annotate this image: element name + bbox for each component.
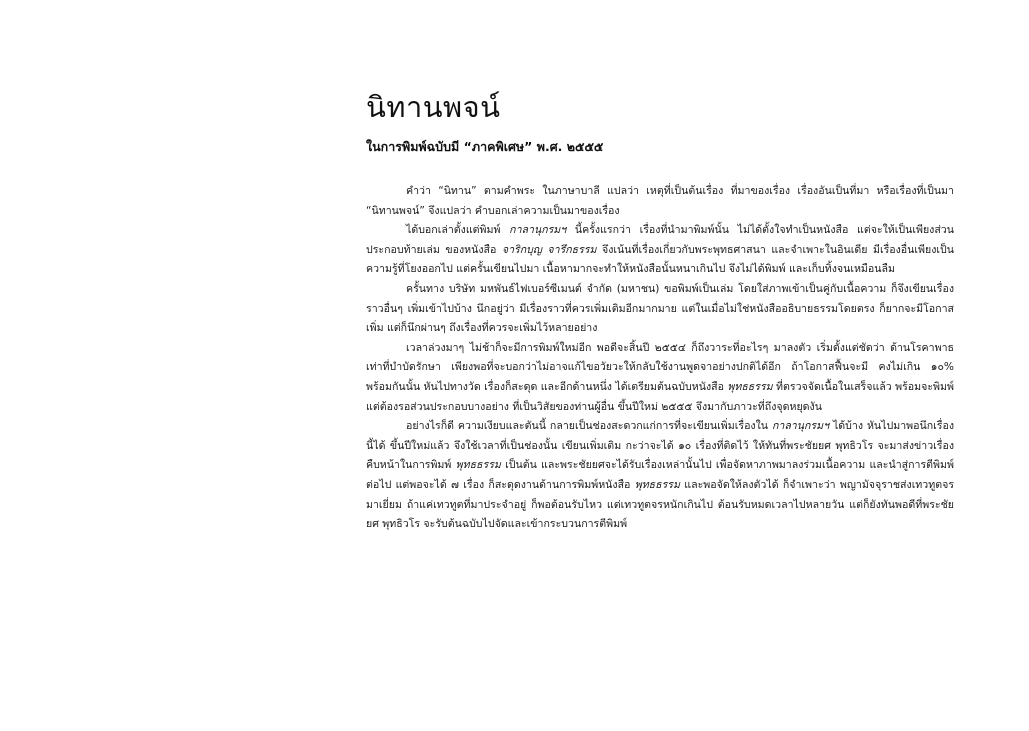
italic-title-segment: จาริกบุญ จารึกธรรม bbox=[501, 243, 597, 256]
paragraph-2 bbox=[366, 221, 954, 280]
italic-title-segment: พุทธธรรม bbox=[727, 380, 773, 393]
document-content bbox=[366, 88, 954, 535]
italic-title-segment: กาลานุกรมฯ bbox=[771, 420, 830, 433]
text-segment: จึงเน้นที่เรื่องเกี่ยวกับพระพุทธศาสนา และจำเพาะในอินเดีย มีเรื่องอื่นเพียงเป็นความรู้ที่โยงออกไป แต่ครั้นเขียนไปมา เนื้อหามากจะทำให้หนังสือนั้นหนาเกินไป จึงไม่ได้พิมพ์ และเก็บทิ้งจนเหมือนลืม bbox=[366, 243, 954, 276]
body-text bbox=[366, 182, 954, 535]
italic-title-segment: พุทธธรรม bbox=[455, 459, 501, 472]
text-segment: ที่ตรวจจัดเนื้อในเสร็จแล้ว พร้อมจะพิมพ์ แต่ต้องรอส่วนประกอบบางอย่าง ที่เป็นวิสัยของท่านผู้อื่น ขึ้นปีใหม่ ๒๕๕๕ จึงมากับภาวะที่ถึงจุดหยุดงัน bbox=[366, 380, 954, 413]
italic-title-segment: พุทธธรรม bbox=[634, 478, 680, 491]
text-segment: เป็นต้น และพระชัยยศจะได้รับเรื่องเหล่านั้นไป เพื่อจัดหาภาพมาลงร่วมเนื้อความ และนำสู่การตีพิมพ์ต่อไป แต่พอจะได้ ๗ เรื่อง ก็สะดุดงานด้านการพิมพ์หนังสือ bbox=[366, 459, 954, 491]
page-subtitle: ในการพิมพ์ฉบับมี “ภาคพิเศษ” พ.ศ. ๒๕๕๕ bbox=[366, 139, 604, 154]
text-segment: ครั้นทาง บริษัท มหพันธ์ไฟเบอร์ซีเมนต์ จำกัด (มหาชน) ขอพิมพ์เป็นเล่ม โดยใส่ภาพเข้าเป็นคู่กับเนื้อความ ก็จึงเขียนเรื่องราวอื่นๆ เพิ่มเข้าไปบ้าง นึกอยู่ว่า มีเรื่องราวที่ควรเพิ่มเติมอีกมากมาย แต่ในเมื่อไม่ใช่หนังสืออธิบายธรรมโดยตรง ก็ยากจะมีโอกาสเพิ่ม แต่ก็นึกผ่านๆ ถึงเรื่องที่ควรจะเพิ่มไว้หลายอย่าง bbox=[366, 282, 954, 335]
paragraph-4 bbox=[366, 339, 954, 417]
italic-title-segment: กาลานุกรมฯ bbox=[509, 224, 567, 237]
text-segment: และพอจัดให้ลงตัวได้ ก็จำเพาะว่า พญามัจจุราชส่งเทวทูตจรมาเยี่ยม ถ้าแค่เทวทูตที่มาประจำอยู่ ก็พอต้อนรับไหว แต่เทวทูตจรหนักเกินไป ต้อนรับหมดเวลาไปหลายวัน แต่ก็ยังทันพอดีที่พระชัยยศ พุทธิวโร จะรับต้นฉบับไปจัดและเข้ากระบวนการตีพิมพ์ bbox=[366, 478, 955, 531]
text-segment: คำว่า “นิทาน” ตามคำพระ ในภาษาบาลี แปลว่า เหตุที่เป็นต้นเรื่อง ที่มาของเรื่อง เรื่องอันเป็นที่มา หรือเรื่องที่เป็นมา “นิทานพจน์” จึงแปลว่า คำบอกเล่าความเป็นมาของเรื่อง bbox=[366, 185, 954, 217]
paragraph-5 bbox=[366, 417, 954, 535]
text-segment: ได้บ้าง หันไปมาพอนึกเรื่องนี้ได้ ขึ้นปีใหม่แล้ว จึงใช้เวลาที่เป็นช่องนั้น เขียนเพิ่มเติม กะว่าจะได้ ๑๐ เรื่องที่ติดไว้ ให้ทันที่พระชัยยศ พุทธิวโร จะมาส่งข่าวเรื่องคืบหน้าในการพิมพ์ bbox=[366, 420, 954, 472]
paragraph-1 bbox=[366, 182, 954, 221]
page-title: นิทานพจน์ bbox=[366, 90, 501, 124]
text-segment: นี้ครั้งแรกว่า เรื่องที่นำมาพิมพ์นั้น ไม่ได้ตั้งใจทำเป็นหนังสือ แต่จะให้เป็นเพียงส่วนประกอบท้ายเล่ม ของหนังสือ bbox=[366, 224, 954, 256]
text-segment: ได้บอกเล่าตั้งแต่พิมพ์ bbox=[406, 224, 510, 237]
paragraph-3 bbox=[366, 280, 954, 339]
text-segment: อย่างไรก็ดี ความเงียบและตันนี้ กลายเป็นช่องสะดวกแก่การที่จะเขียนเพิ่มเรื่องใน bbox=[406, 420, 772, 433]
text-segment: เวลาล่วงมาๆ ไม่ช้าก็จะมีการพิมพ์ใหม่อีก พอดีจะสิ้นปี ๒๕๕๔ ก็ถึงวาระที่อะไรๆ มาลงตัว เริ่มตั้งแต่ชัดว่า ด้านโรคาพาธ เท่าที่บำบัดรักษา เพียงพอที่จะบอกว่าไม่อาจแก้ไขอวัยวะให้กลับใช้งานพูดจาอย่างปกติได้อีก ถ้าโอกาสฟื้นจะมี คงไม่เกิน ๑๐% พร้อมกันนั้น หันไปทางวัด เรื่องก็สะดุด และอีกด้านหนึ่ง ได้เตรียมต้นฉบับหนังสือ bbox=[366, 341, 954, 393]
